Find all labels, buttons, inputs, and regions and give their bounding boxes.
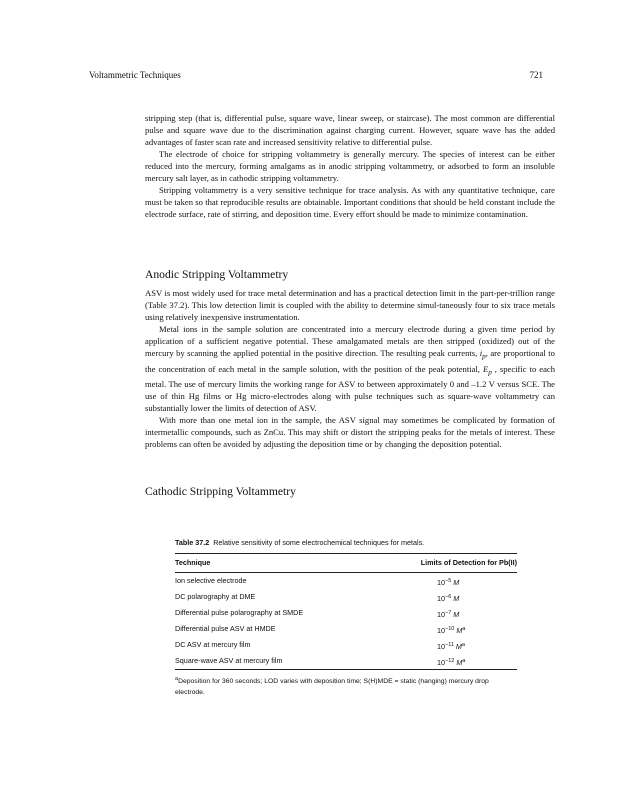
page-number: 721 xyxy=(529,70,543,80)
peak-potential-symbol: $E_p$ xyxy=(482,363,492,377)
peak-current-symbol: $i_p$ xyxy=(479,348,486,361)
table-caption xyxy=(175,538,517,547)
lod-cell: $10^{-11}$ $M^a$ xyxy=(437,642,465,651)
table-body xyxy=(175,573,517,669)
page-header xyxy=(89,70,543,84)
lod-cell: $10^{-6}$ M xyxy=(437,594,460,603)
table-row xyxy=(175,605,517,621)
paragraph: Stripping voltammetry is a very sensitive technique for trace analysis. As with any quantitative technique, care must be taken so that reproducible results are obtainable. Important conditions that should be held constant include the electrode surface, rate of stirring, and deposition time. Every effort should be made to minimize contamination. xyxy=(145,185,555,219)
text-run: , specific to each metal. The use of mercury limits the working range for ASV to between approximately 0 and –1.2 V versus SCE. The use of thin Hg films or Hg micro-electrodes along with pulse techniques such as square-wave voltammetry can substantially lower the limits of detection of ASV. xyxy=(145,363,555,414)
lod-cell: $10^{-7}$ M xyxy=(437,610,460,619)
footnote-mark: a xyxy=(175,676,179,682)
technique-cell: Differential pulse polarography at SMDE xyxy=(175,608,304,617)
paragraph xyxy=(145,323,555,414)
table-footnote xyxy=(175,674,495,698)
table-rule xyxy=(175,669,517,670)
paragraph: ASV is most widely used for trace metal determination and has a practical detection limit in the part-per-trillion range (Table 37.2). This low detection limit is coupled with the ability to determine simul-taneously four to six trace metals using relatively inexpensive instrumentation. xyxy=(145,288,555,322)
table-header-row xyxy=(175,554,517,572)
technique-cell: Square-wave ASV at mercury film xyxy=(175,656,283,665)
table-row xyxy=(175,637,517,653)
anodic-text xyxy=(145,287,555,450)
technique-cell: DC polarography at DME xyxy=(175,592,256,601)
table-label: Table 37.2 xyxy=(175,538,210,547)
lod-cell: $10^{-5}$ M xyxy=(437,578,460,587)
column-header: Technique xyxy=(175,558,211,567)
table-row xyxy=(175,589,517,605)
table-caption-text: Relative sensitivity of some electrochemical techniques for metals. xyxy=(213,538,425,547)
table-row xyxy=(175,573,517,589)
table-row xyxy=(175,621,517,637)
table-row xyxy=(175,653,517,669)
technique-cell: DC ASV at mercury film xyxy=(175,640,251,649)
section-heading-cathodic: Cathodic Stripping Voltammetry xyxy=(145,485,296,498)
lod-cell: $10^{-12}$ $M^a$ xyxy=(437,658,466,667)
paragraph: The electrode of choice for stripping voltammetry is generally mercury. The species of interest can be either reduced into the mercury, forming amalgams as in anodic stripping voltammetry, or adsorbed to form an insoluble mercury salt layer, as in cathodic stripping voltammetry. xyxy=(145,149,555,183)
lod-cell: $10^{-10}$ $M^a$ xyxy=(437,626,466,635)
running-title: Voltammetric Techniques xyxy=(89,70,181,80)
section-heading-anodic: Anodic Stripping Voltammetry xyxy=(145,268,289,281)
column-header: Limits of Detection for Pb(II) xyxy=(420,558,517,567)
table-37-2 xyxy=(175,538,517,698)
technique-cell: Ion selective electrode xyxy=(175,576,247,585)
text-run: Metal ions in the sample solution are concentrated into a mercury electrode during a given time period by application of a sufficient negative potential. These amalgamated metals are then stripped (oxidized) out of the mercury by scanning the applied potential in the positive direction. The resulting peak currents, xyxy=(145,324,555,358)
paragraph: stripping step (that is, differential pulse, square wave, linear sweep, or staircase). The most common are differential pulse and square wave due to the discrimination against charging current. However, square wave has the added advantages of faster scan rate and increased sensitivity relative to differential pulse. xyxy=(145,113,555,147)
text-run: , are proportional to the concentration of each metal in the sample solution, with the position of the peak potential, xyxy=(145,348,555,374)
technique-cell: Differential pulse ASV at HMDE xyxy=(175,624,276,633)
paragraph: With more than one metal ion in the sample, the ASV signal may sometimes be complicated by formation of intermetallic compounds, such as ZnCu. This may shift or distort the stripping peaks for the metals of interest. These problems can often be avoided by adjusting the deposition time or by changing the deposition potential. xyxy=(145,415,555,450)
footnote-text: Deposition for 360 seconds; LOD varies with deposition time; S(H)MDE = static (hanging) mercury drop electrode. xyxy=(175,678,489,696)
intro-text xyxy=(145,112,555,220)
